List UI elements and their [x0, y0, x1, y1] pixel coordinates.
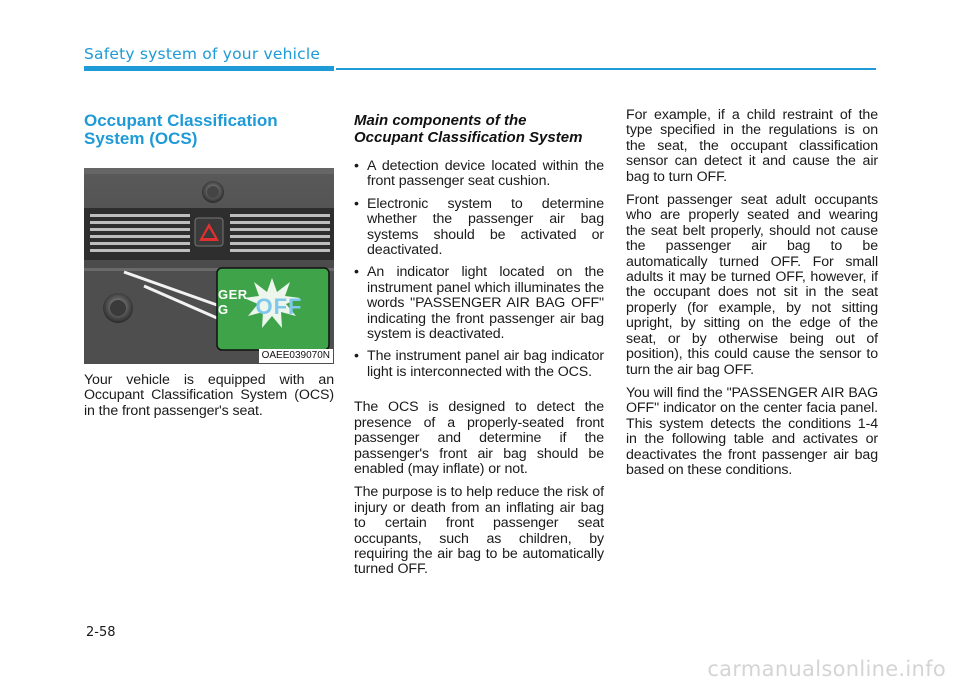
ocs-heading: [84, 112, 334, 148]
column-2: [354, 108, 604, 586]
ocs-heading-line1: Occupant Classification: [84, 111, 278, 130]
components-heading-line2: Occupant Classification System: [354, 129, 583, 146]
child-restraint-paragraph: For example, if a child restraint of the type specified in the regulations is on the seat, the occupant classification sensor can detect it and cause the air bag to turn OFF.: [626, 107, 878, 185]
list-item: • The instrument panel air bag indicator light is interconnected with the OCS.: [354, 349, 604, 380]
indicator-partial-text-2: G: [218, 302, 229, 317]
list-item: • Electronic system to determine whether the passenger air bag systems should be activated or deactivated.: [354, 197, 604, 259]
list-item: • A detection device located within the front passenger seat cushion.: [354, 159, 604, 190]
components-heading-line1: Main components of the: [354, 112, 527, 129]
ocs-heading-line2: System (OCS): [84, 129, 198, 148]
center-console-illustration: [84, 168, 334, 364]
indicator-location-paragraph: You will find the "PASSENGER AIR BAG OFF" indicator on the center facia panel. This system detects the conditions 1-4 in the following table and activates or deactivates the front passenger air bag based on these conditions.: [626, 384, 878, 478]
column-3: [626, 108, 878, 486]
components-heading: [354, 112, 604, 146]
watermark: carmanualsonline.info: [707, 657, 946, 681]
header-accent-bar: [84, 66, 334, 71]
column-1: [84, 108, 334, 427]
ocs-purpose-paragraph: The purpose is to help reduce the risk of injury or death from an inflating air bag to certain front passenger seat occupants, such as children, by requiring the air bag to be automatically turned OFF.: [354, 484, 604, 578]
ocs-intro-paragraph: Your vehicle is equipped with an Occupant Classification System (OCS) in the front passenger's seat.: [84, 372, 334, 419]
header-rule: [336, 68, 876, 70]
ocs-design-paragraph: The OCS is designed to detect the presence of a properly-seated front passenger and determine if the passenger's front air bag should be enabled (may inflate) or not.: [354, 399, 604, 477]
components-list: [354, 159, 604, 380]
list-item: • An indicator light located on the instrument panel which illuminates the words "PASSENGER AIR BAG OFF" indicating the front passenger air bag system is deactivated.: [354, 265, 604, 342]
indicator-partial-text-1: GER: [218, 287, 248, 302]
indicator-off-label: OFF: [255, 294, 303, 319]
console-drawing: [84, 168, 334, 364]
adult-occupant-paragraph: Front passenger seat adult occupants who are properly seated and wearing the seat belt properly, should not cause the passenger air bag to be automatically turned OFF. For small adults it may be turned OFF, however, if the occupant does not sit in the seat properly (for example, by not sitting upright, by sitting on the edge of the seat, or by otherwise being out of position), this could cause the sensor to turn the air bag OFF.: [626, 192, 878, 378]
figure-code: OAEE039070N: [259, 349, 333, 363]
page-number: 2-58: [86, 625, 116, 640]
section-header-title: Safety system of your vehicle: [84, 45, 321, 63]
